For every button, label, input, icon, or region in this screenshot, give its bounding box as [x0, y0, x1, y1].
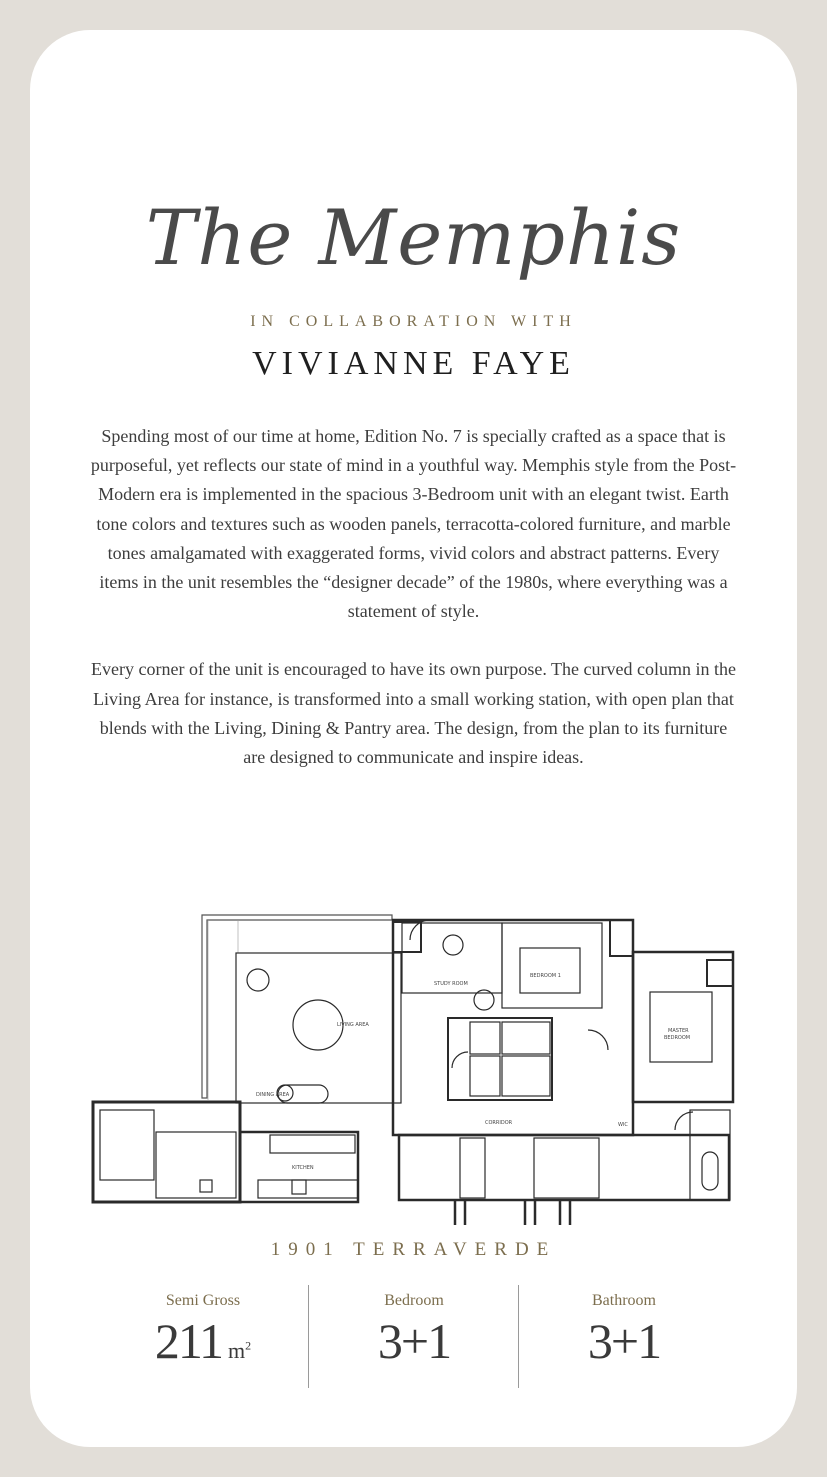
floor-plan	[90, 880, 740, 1230]
stat-label: Bedroom	[384, 1292, 444, 1309]
description	[90, 422, 737, 801]
label-wic: WIC	[618, 1122, 628, 1128]
label-living-area: LIVING AREA	[337, 1022, 369, 1028]
bedroom-value: 3+1	[377, 1313, 451, 1369]
stat-bathroom	[519, 1285, 729, 1390]
label-corridor: CORRIDOR	[485, 1120, 513, 1126]
page-title: The Memphis	[145, 193, 682, 282]
collab-label: IN COLLABORATION WITH	[250, 313, 577, 330]
unit-stats	[98, 1285, 728, 1390]
designer-name: VIVIANNE FAYE	[252, 345, 575, 382]
label-dining-area: DINING AREA	[256, 1092, 290, 1098]
unit-name: 1901 TERRAVERDE	[270, 1239, 557, 1260]
area-unit: $m^2$	[228, 1338, 252, 1363]
stat-semi-gross	[98, 1285, 308, 1390]
semi-gross-value: 211	[154, 1313, 223, 1369]
stat-label: Bathroom	[592, 1292, 656, 1309]
stat-value	[98, 1313, 308, 1369]
stat-label: Semi Gross	[165, 1292, 241, 1309]
label-master-bedroom-1: MASTER	[668, 1028, 689, 1034]
stat-bedroom	[309, 1285, 519, 1390]
bathroom-value: 3+1	[587, 1313, 661, 1369]
label-master-bedroom-2: BEDROOM	[664, 1035, 691, 1041]
description-paragraph-1: Spending most of our time at home, Edition No. 7 is specially crafted as a space that is purposeful, yet reflects our state of mind in a youthful way. Memphis style from the Post-Modern era is implemented in the spacious 3-Bedroom unit with an elegant twist. Earth tone colors and textures such as wooden panels, terracotta-colored furniture, and marble tones amalgamated with exaggerated forms, vivid colors and abstract patterns. Every items in the unit resembles the “designer decade” of the 1980s, where everything was a statement of style.	[90, 426, 737, 622]
unit-card	[30, 30, 797, 1447]
label-bedroom-1: BEDROOM 1	[530, 973, 561, 979]
label-kitchen: KITCHEN	[292, 1165, 314, 1171]
label-study-room: STUDY ROOM	[434, 981, 468, 987]
description-paragraph-2: Every corner of the unit is encouraged to have its own purpose. The curved column in the Living Area for instance, is transformed into a small working station, with open plan that blends with the Living, Dining & Pantry area. The design, from the plan to its furniture are designed to communicate and inspire ideas.	[91, 659, 736, 768]
